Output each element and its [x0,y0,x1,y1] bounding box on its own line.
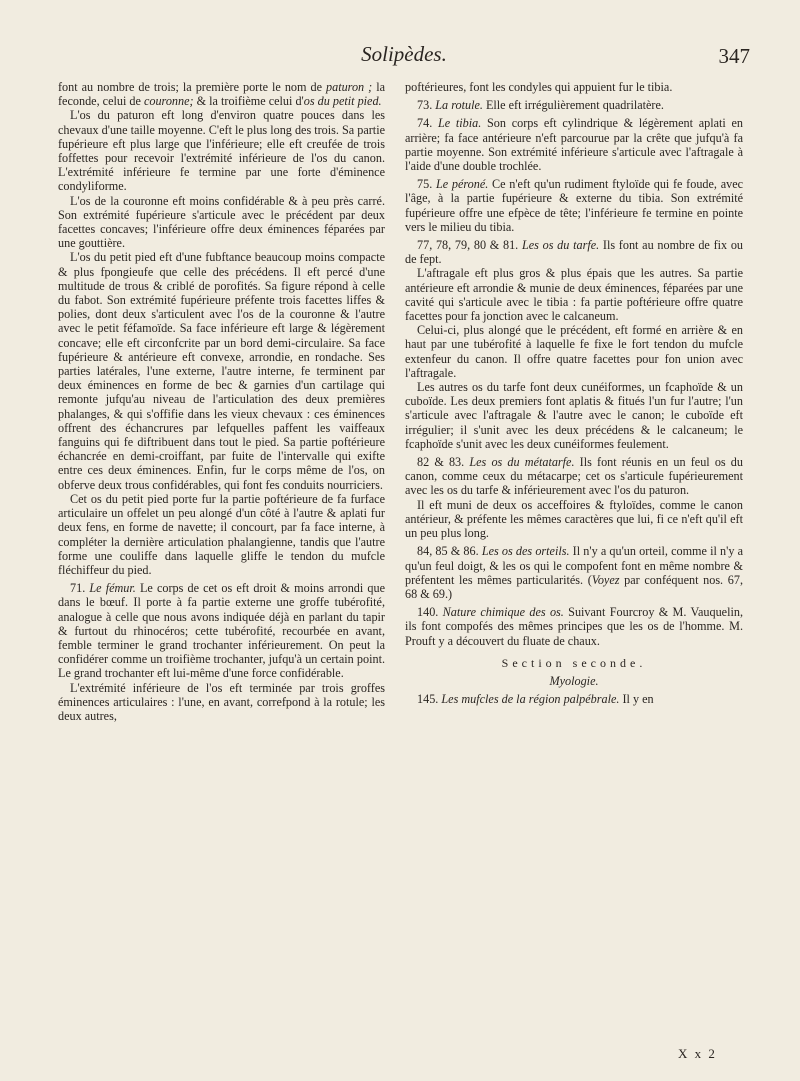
text: font au nombre de trois; la première porte le nom de [58,80,326,94]
text: Suivant Fourcroy & M. Vauquelin, ils font compofés des mêmes principes que les os de l'homme. M. Prouft y a découvert du fluate de chaux. [405,605,743,648]
term: Le fémur. [89,581,136,596]
term: Le tibia. [437,116,482,131]
paragraph-number: 73. [417,98,433,113]
text: la feconde, celui de [58,80,385,109]
paragraph-number: 140. [417,605,439,620]
paragraph-number: 84, 85 & 86. [417,544,479,559]
term: os du petit pied. [303,94,382,109]
text: Ils font réunis en un feul os du canon, comme ceux du métacarpe; cet os s'articule fupérieurement avec les os du tarfe & inférieurement avec l'os du paturon. [405,455,743,498]
paragraph: L'os du petit pied eft d'une fubftance beaucoup moins compacte & plus fpongieufe que celle des précédens. Il eft percé d'une multitude de trous & criblé de porofités. Sa figure répond à celle du fabot. Son extrémité fupérieure préfente trois facettes liffes & polies, dont deux s'articulent avec l'os de la couronne & l'autre avec le petit féfamoïde. Sa face inférieure eft large & légèrement concave; elle eft circonfcrite par un bord demi-circulaire. Sa face fupérieure & antérieure eft convexe, arrondie, en rondache. Ses parties latérales, l'une externe, l'autre interne, fe terminent par deux éminences en forme de bec & garnies d'un cartilage qui remonte jufqu'au niveau de l'articulation des deux premières phalanges, & qui s'offifie dans les vieux chevaux : ces éminences offrent des échancrures par lefquelles paffent les vaiffeaux fanguins qui fe diftribuent dans tout le pied. Sa partie poftérieure échancrée en demi-croiffant, par fuite de l'intervalle qui exifte entre ces deux éminences. Enfin, fur le corps même de l'os, on obferve deux trous confidérables, qui font fes conduits nourriciers. [58,250,385,492]
page-number: 347 [718,44,750,68]
term: Voyez [591,572,620,587]
term: paturon ; [326,80,373,94]
paragraph: L'os de la couronne eft moins confidérable & à peu près carré. Son extrémité fupérieure s'articule avec le précédent par deux facettes concaves; l'inférieure offre deux éminences féparées par une gouttière. [58,193,385,251]
paragraph-number: 71. [70,581,86,596]
numbered-paragraph [405,116,743,173]
paragraph [58,80,385,108]
paragraph: L'extrémité inférieure de l'os eft terminée par trois groffes éminences articulaires : l'une, en avant, correfpond à la rotule; les deux autres, [58,680,385,723]
paragraph: Les autres os du tarfe font deux cunéiformes, un fcaphoïde & un cuboïde. Les deux premiers font aplatis & fitués l'un fur l'autre; l'un s'articule avec l'aftragale & l'autre avec le canon; le cuboïde eft irrégulier; il s'unit avec les deux précédens & le calcaneum; le fcaphoïde s'unit avec les deux cunéiformes feulement. [405,380,743,451]
numbered-paragraph [405,605,743,648]
paragraph: L'aftragale eft plus gros & plus épais que les autres. Sa partie antérieure eft arrondie & munie de deux éminences, féparées par une cavité qui s'articule avec le tibia : fa partie poftérieure offre quatre facettes pour fa jonction avec le calcaneum. [405,266,743,324]
paragraph: Il eft muni de deux os acceffoires & ftyloïdes, comme le canon antérieur, & préfente les mêmes caractères que lui, fi ce n'eft qu'il eft un peu plus long. [405,497,743,541]
paragraph-number: 77, 78, 79, 80 & 81. [417,238,519,253]
section-heading: Section seconde. [501,655,647,670]
paragraph-number: 75. [417,177,433,192]
term: couronne; [143,94,194,109]
term: Les os du tarfe. [521,238,600,253]
text: Elle eft irrégulièrement quadrilatère. [482,98,664,113]
numbered-paragraph [405,177,743,234]
text: Ce n'eft qu'un rudiment ftyloïde qui fe foude, avec l'âge, à la partie fupérieure & externe du tibia. Son extrémité fupérieure offre une efpèce de tête; l'inférieure fe termine en pointe vers le milieu du tibia. [405,177,744,234]
term: Les mufcles de la région palpébrale. [441,692,620,707]
term: La rotule. [435,98,483,113]
text: par conféquent nos. 67, 68 & 69.) [405,572,743,601]
signature-mark: X x 2 [678,1046,717,1061]
paragraph-number: 82 & 83. [417,455,465,470]
paragraph: Cet os du petit pied porte fur la partie poftérieure de fa furface articulaire un offelet un peu alongé d'un côté à l'autre & aplati fur deux fens, en forme de navette; il concourt, par fa face interne, à compléter la dernière articulation phalangienne, tandis que l'autre forme une couliffe dans laquelle gliffe le tendon du mufcle fléchiffeur du pied. [58,491,385,577]
paragraph: Celui-ci, plus alongé que le précédent, eft formé en arrière & en haut par une tubérofité à laquelle fe fixe le fort tendon du mufcle extenfeur du canon. Il offre quatre facettes pour fon union avec l'aftragale. [405,323,743,380]
paragraph-number: 74. [417,116,433,131]
section-subheading: Myologie. [549,673,599,688]
numbered-paragraph [405,455,743,498]
numbered-paragraph [58,581,385,680]
text: Son corps eft cylindrique & légèrement aplati en arrière; fa face antérieure n'eft parcourue par la crête que jufqu'à fa partie moyenne. Son extrémité inférieure s'articule avec l'aftragale à l'aide d'une double trochlée. [405,116,743,174]
numbered-paragraph [405,238,743,266]
left-column [58,80,385,723]
term: Le péroné. [435,177,489,192]
numbered-paragraph [405,692,743,706]
paragraph-number: 145. [417,692,439,707]
term: Les os des orteils. [481,544,570,559]
text: & la troifième celui d' [193,94,304,109]
term: Les os du métatarfe. [469,455,575,470]
term: Nature chimique des os. [442,605,564,620]
text: Il n'y a qu'un orteil, comme il n'y a qu'un feul doigt, & les os qui le compofent font en même nombre & préfentent les mêmes particularités. ( [405,544,744,587]
numbered-paragraph [405,544,743,601]
text: Ils font au nombre de fix ou de fept. [405,238,744,267]
running-title: Solipèdes. [361,42,447,66]
paragraph: L'os du paturon eft long d'environ quatre pouces dans les chevaux d'une taille moyenne. C'eft le plus long des trois. Sa partie fupérieure eft plus large que l'inférieure; elle eft creufée de trois foffettes pour recevoir l'extrémité inférieure de l'os du canon. L'extrémité inférieure fe termine par une forte d'éminence condyliforme. [58,108,385,194]
right-column [405,80,743,706]
numbered-paragraph [405,98,743,112]
text: Il y en [619,692,654,707]
paragraph: poftérieures, font les condyles qui appuient fur le tibia. [405,80,673,94]
text: Le corps de cet os eft droit & moins arrondi que dans le bœuf. Il porte à fa partie externe une groffe tubérofité, analogue à celle que nous avons indiquée déjà en parlant du tapir & furtout du rhinocéros; cette tubérofité, recourbée en avant, femble terminer le grand trochanter inférieurement. On peut la confidérer comme un troifième trochanter, jufqu'à un certain point. Le grand trochanter eft lui-même d'une force confidérable. [58,581,385,681]
page-header [58,42,750,76]
